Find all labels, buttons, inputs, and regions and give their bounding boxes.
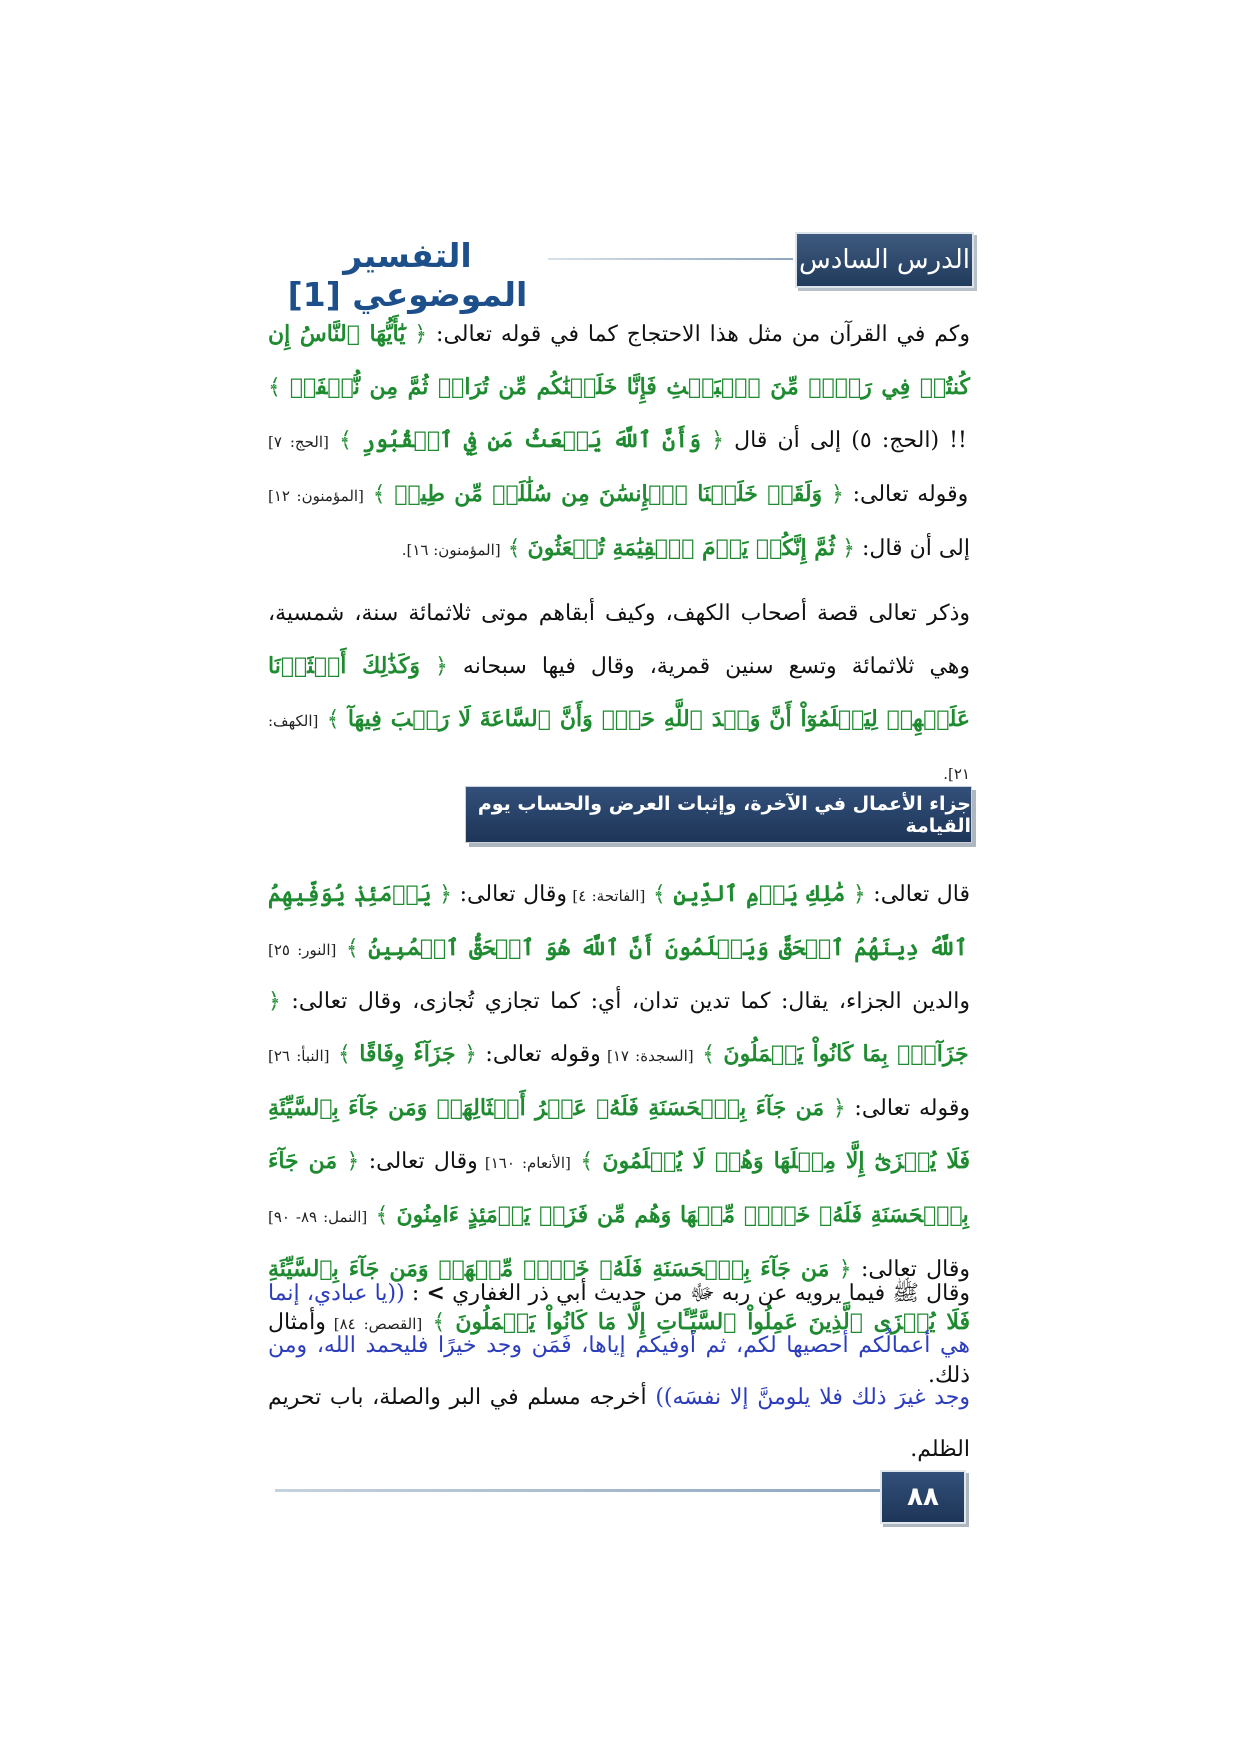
verse-reference: [القصص: ٨٤] [325,1315,423,1333]
text: وقوله تعالى: [843,482,969,507]
verse-reference: [المؤمنون: ١٢] [268,487,364,505]
verse-reference: [الفاتحة: ٤] [566,887,646,905]
ayah-open-ornament: ﴿ [268,989,281,1014]
verse-reference: [المؤمنون: ١٦]. [401,541,501,559]
ayah-open-ornament: ﴿ [852,882,866,907]
quran-verse: ثُمَّ إِنَّكُمۡ يَوۡمَ ٱلۡقِيَٰمَةِ تُبۡعَثُونَ [527,535,836,561]
ayah-close-ornament: ﴾ [580,1149,594,1174]
quran-verse: وَكَذَٰلِكَ أَعۡثَرۡنَا عَلَيۡهِمۡ لِيَعۡلَمُوٓاْ أَنَّ وَعۡدَ ٱللَّهِ حَقّٞ وَأَنَّ ٱلسَّاعَةَ لَا رَيۡبَ فِيهَآ [268,653,971,732]
verse-reference: [النبأ: ٢٦] [268,1047,330,1065]
text: وقال تعالى: [851,1257,970,1282]
page-number: ٨٨ [880,1470,966,1524]
paragraph-1 [268,308,970,576]
text: وأمثال ذلك. [268,1310,970,1388]
text: وذكر تعالى قصة أصحاب الكهف، وكيف أبقاهم موتى ثلاثمائة سنة، شمسية، وهي ثلاثمائة وتسع سنين قمرية، وقال فيها سبحانه [268,601,971,679]
ayah-close-ornament: ﴾ [339,428,352,453]
ayah-open-ornament: ﴿ [711,428,725,453]
quran-verse: وَأَنَّ ٱللَّهَ يَبۡعَثُ مَن فِي ٱلۡقُبُورِ [362,427,701,453]
ayah-close-ornament: ﴾ [375,1203,389,1228]
ayah-open-ornament: ﴿ [838,1257,852,1282]
ayah-close-ornament: ﴾ [372,482,386,507]
ayah-open-ornament: ﴿ [832,1096,846,1121]
hadith-text: ((يا عبادي، إنما هي أعمالُكم أحصيها لكم، ثم أوفيكم إياها، فَمَن وجد خيرًا فليحمد الله، ومن وجد غيرَ ذلك فلا يلومنَّ إلا نفسَه)) [268,1281,971,1410]
ayah-close-ornament: ﴾ [268,375,281,400]
ayah-open-ornament: ﴿ [435,654,448,679]
verse-reference: [النور: ٢٥] [268,941,337,959]
verse-reference: [السجدة: ١٧] [600,1047,694,1065]
quran-verse: مَن جَآءَ بِٱلۡحَسَنَةِ فَلَهُۥ خَيۡرٞ مِّنۡهَاۖ وَمَن جَآءَ بِٱلسَّيِّئَةِ فَلَا يُجۡزَى ٱلَّذِينَ عَمِلُواْ ٱلسَّيِّـَٔاتِ إِلَّا مَا كَانُواْ يَعۡمَلُونَ [268,1256,970,1335]
ayah-open-ornament: ﴿ [830,482,844,507]
section-heading: جزاء الأعمال في الآخرة، وإثبات العرض والحساب يوم القيامة [465,786,972,843]
text: وقوله تعالى: [845,1096,970,1121]
text: وقال ﷺ فيما يرويه عن ربه ﷻ من حديث أبي ذر الغفاري [444,1281,970,1306]
text: !! (الحج: ٥) إلى أن قال [724,428,967,453]
text: وكم في القرآن من مثل هذا الاحتجاج كما في قوله تعالى: [427,322,971,347]
ayah-close-ornament: ﴾ [507,536,521,561]
quran-verse: مَن جَآءَ بِٱلۡحَسَنَةِ فَلَهُۥ عَشۡرُ أَمۡثَالِهَاۖ وَمَن جَآءَ بِٱلسَّيِّئَةِ فَلَا يُجۡزَىٰٓ إِلَّا مِثۡلَهَا وَهُمۡ لَا يُظۡلَمُونَ [268,1095,971,1174]
ayah-close-ornament: ﴾ [702,1042,715,1067]
ayah-close-ornament: ﴾ [345,936,359,961]
quran-verse: يَوۡمَئِذٖ يُوَفِّيهِمُ ٱللَّهُ دِينَهُمُ ٱلۡحَقَّ وَيَعۡلَمُونَ أَنَّ ٱللَّهَ هُوَ ٱلۡحَقُّ ٱلۡمُبِينُ [268,881,968,961]
honorific-mark: > [426,1281,445,1306]
text: : [404,1281,420,1306]
paragraph-4 [268,1268,970,1476]
text: وقال تعالى: [452,882,567,907]
ayah-close-ornament: ﴾ [652,882,666,907]
header-divider [548,258,793,260]
quran-verse: مَن جَآءَ بِٱلۡحَسَنَةِ فَلَهُۥ خَيۡرٞ مِّنۡهَا وَهُم مِّن فَزَعٖ يَوۡمَئِذٍ ءَامِنُونَ [268,1148,969,1228]
quran-verse: يَٰٓأَيُّهَا ٱلنَّاسُ إِن كُنتُمۡ فِي رَيۡبٖ مِّنَ ٱلۡبَعۡثِ فَإِنَّا خَلَقۡنَٰكُم مِّن تُرَابٖ ثُمَّ مِن نُّطۡفَةٖ [268,321,971,400]
ayah-open-ornament: ﴿ [842,536,855,561]
text: وقوله تعالى: [476,1042,601,1067]
verse-reference: [الأنعام: ١٦٠] [477,1154,571,1172]
lesson-label: الدرس السادس [795,232,974,288]
book-title: التفسير الموضوعي [1] [287,236,528,314]
ayah-close-ornament: ﴾ [432,1310,446,1335]
verse-reference: [الكهف: ٢١]. [268,712,970,783]
text: أخرجه مسلم في البر والصلة، باب تحريم الظلم. [268,1385,970,1462]
quran-verse: مَٰلِكِ يَوۡمِ ٱلدِّينِ [673,881,846,907]
quran-verse: جَزَآءَۢ بِمَا كَانُواْ يَعۡمَلُونَ [723,1041,969,1067]
quran-verse: جَزَآءٗ وِفَاقًا [359,1041,456,1067]
text: والدين الجزاء، يقال: كما تدين تدان، أي: كما تجازي تُجازى، وقال تعالى: [280,989,970,1014]
ayah-open-ornament: ﴿ [346,1149,360,1174]
ayah-open-ornament: ﴿ [464,1042,477,1067]
text: قال تعالى: [865,882,970,907]
ayah-open-ornament: ﴿ [439,882,453,907]
verse-reference: [النمل: ٨٩- ٩٠] [268,1208,368,1226]
paragraph-2 [268,588,970,800]
text: وقال تعالى: [359,1149,478,1174]
ayah-open-ornament: ﴿ [414,322,428,347]
verse-reference: [الحج: ٧] [268,433,329,451]
quran-verse: وَلَقَدۡ خَلَقۡنَا ٱلۡإِنسَٰنَ مِن سُلَٰلَةٖ مِّن طِينٖ [394,481,823,507]
ayah-close-ornament: ﴾ [337,1042,351,1067]
ayah-close-ornament: ﴾ [326,707,340,732]
footer-divider [275,1489,880,1492]
text: إلى أن قال: [854,536,970,561]
